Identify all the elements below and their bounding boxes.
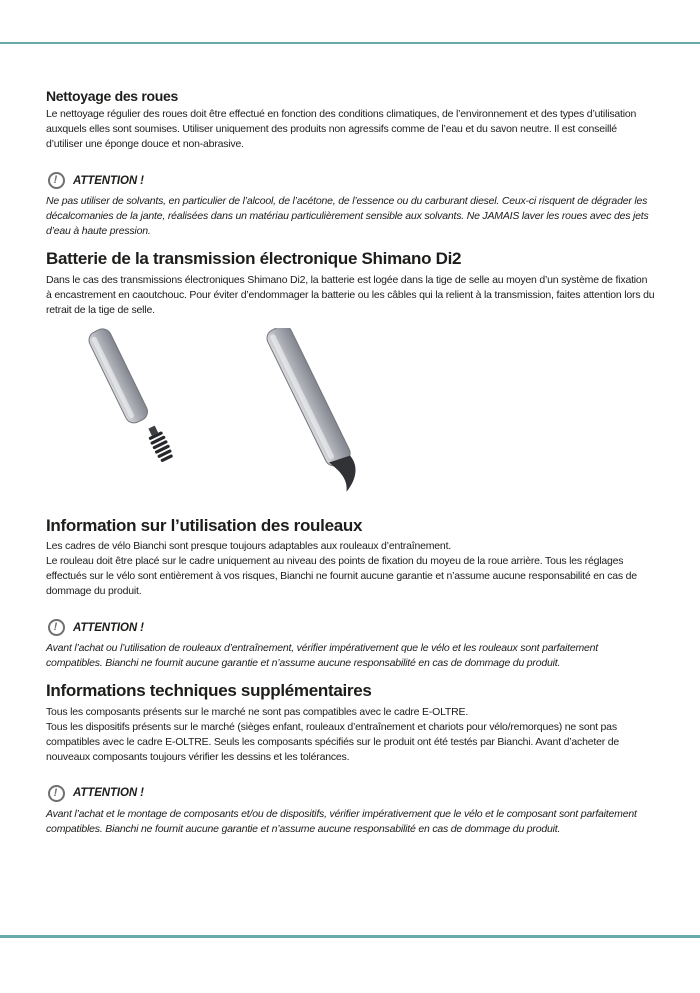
attention-block-rollers — [46, 619, 655, 671]
section-title-wheel-cleaning: Nettoyage des roues — [46, 88, 179, 104]
attention-header — [48, 785, 655, 802]
warning-icon — [48, 172, 65, 189]
warning-icon — [48, 619, 65, 636]
attention-label: ATTENTION ! — [73, 174, 144, 187]
exclamation-glyph: ! — [53, 174, 58, 187]
attention-header — [48, 619, 655, 636]
attention-solvents-paragraph: Ne pas utiliser de solvants, en particulier de l’alcool, de l’acétone, de l’essence ou du carburant diesel. Ceux-ci risquent de dégrader les décalcomanies de la jante, réalisées dans un matériau particulièrement sensible aux solvants. Ne JAMAIS laver les roues avec des jets d’eau à haute pression. — [46, 195, 649, 238]
seatpost-illustrations — [46, 328, 655, 506]
attention-label: ATTENTION ! — [73, 621, 144, 634]
attention-header — [48, 172, 655, 189]
rollers-paragraph-2: Le rouleau doit être placé sur le cadre uniquement au niveau des points de fixation du moyeu de la roue arrière. Tous les réglages effectués sur le vélo sont entièrement à vos risques, Bianchi ne fournit aucune garantie et n’assume aucune responsabilité en cas de dommage du produit. — [46, 555, 637, 598]
section-title-rollers: Information sur l’utilisation des rouleaux — [46, 515, 363, 535]
warning-icon — [48, 785, 65, 802]
section-title-technical-info: Informations techniques supplémentaires — [46, 681, 372, 701]
seatpost-right-illustration — [264, 328, 365, 494]
exclamation-glyph: ! — [53, 621, 58, 634]
rollers-paragraph-1: Les cadres de vélo Bianchi sont presque toujours adaptables aux rouleaux d’entraînement. — [46, 540, 452, 553]
di2-battery-paragraph: Dans le cas des transmissions électroniques Shimano Di2, la batterie est logée dans la tige de selle au moyen d’un système de fixation à encastrement en caoutchouc. Pour éviter d’endommager la batterie ou les câbles qui la relient à la transmission, faites attention lors du retrait de la tige de selle. — [46, 273, 655, 316]
top-divider — [0, 42, 700, 44]
technical-info-paragraph-1: Tous les composants présents sur le marché ne sont pas compatibles avec le cadre E-OLTRE. — [46, 705, 469, 718]
attention-label: ATTENTION ! — [73, 787, 144, 800]
attention-block-components — [46, 785, 655, 837]
di2-battery-screw — [144, 423, 174, 463]
bottom-divider — [0, 935, 700, 938]
attention-rollers-paragraph: Avant l’achat ou l’utilisation de rouleaux d’entraînement, vérifier impérativement que le vélo et les rouleaux sont parfaitement compatibles. Bianchi ne fournit aucune garantie et n’assume aucune responsabilité en cas de dommage du produit. — [46, 642, 599, 670]
technical-info-paragraph-2: Tous les dispositifs présents sur le marché (sièges enfant, rouleaux d’entraînement et chariots pour vélo/remorques) ne sont pas compatibles avec le cadre E-OLTRE. Seuls les composants spécifiés sur le produit ont été testés par Bianchi. Avant d’acheter de nouveaux composants toujours vérifier les dessins et les tolérances. — [46, 720, 620, 763]
exclamation-glyph: ! — [53, 786, 58, 799]
page-content — [46, 88, 655, 845]
attention-components-paragraph: Avant l’achat et le montage de composants et/ou de dispositifs, vérifier impérativement que le vélo et le composant sont parfaitement compatibles. Bianchi ne fournit aucune garantie et n’assume aucune responsabilité en cas de dommage du produit. — [46, 807, 637, 835]
section-title-di2-battery: Batterie de la transmission électronique Shimano Di2 — [46, 249, 462, 269]
seatpost-left-illustration — [86, 328, 175, 463]
attention-block-solvents — [46, 172, 655, 239]
seatpost-figure-svg — [46, 328, 655, 506]
wheel-cleaning-paragraph: Le nettoyage régulier des roues doit être effectué en fonction des conditions climatiques, de l’environnement et des types d’utilisation auxquels elles sont soumises. Utiliser uniquement des produits non agressifs comme de l’eau et du savon neutre. Il est conseillé d’utiliser une éponge douce et non-abrasive. — [46, 108, 637, 151]
